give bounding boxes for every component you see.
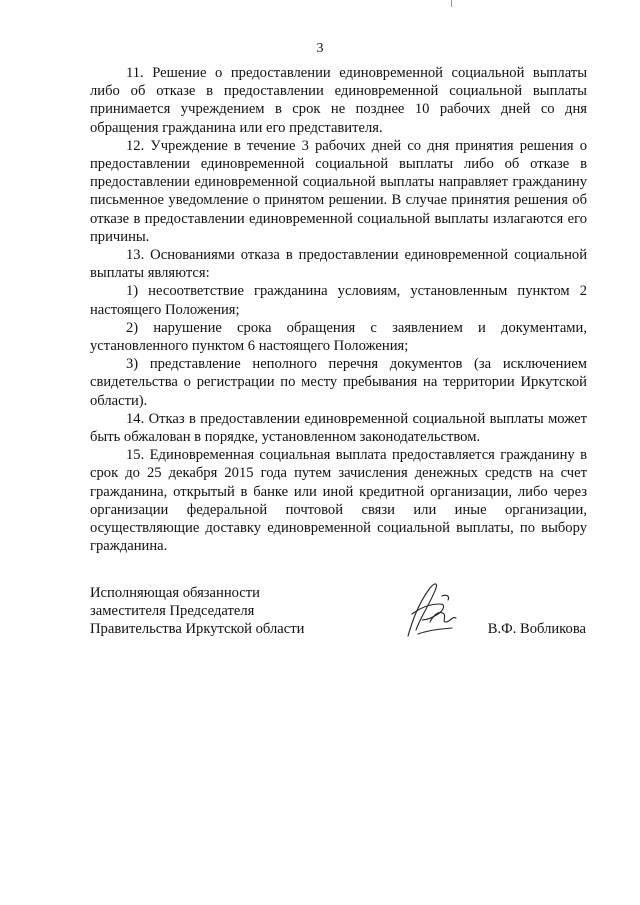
signature-block <box>90 584 590 654</box>
paragraph-14: 14. Отказ в предоставлении единовременной социальной выплаты может быть обжалован в порядке, установленном законодательством. <box>90 410 587 446</box>
paragraph-13-item-2: 2) нарушение срока обращения с заявлением и документами, установленного пунктом 6 настоящего Положения; <box>90 319 587 355</box>
signatory-title-line: Правительства Иркутской области <box>90 621 305 638</box>
signatory-title-line: Исполняющая обязанности <box>90 585 260 601</box>
signatory-name: В.Ф. Вобликова <box>487 621 586 637</box>
paragraph-12: 12. Учреждение в течение 3 рабочих дней со дня принятия решения о предоставлении единовременной социальной выплаты либо об отказе в предоставлении единовременной социальной выплаты направляет гражданину письменное уведомление о принятом решении. В случае принятия решения об отказе в предоставлении единовременной социальной выплаты излагаются его причины. <box>90 137 587 245</box>
signatory-title <box>90 584 304 639</box>
paragraph-13-item-3: 3) представление неполного перечня документов (за исключением свидетельства о регистрации по месту пребывания на территории Иркутской области). <box>90 356 587 409</box>
paragraph-13: 13. Основаниями отказа в предоставлении единовременной социальной выплаты являются: <box>90 247 587 282</box>
page-number: 3 <box>316 41 324 56</box>
scan-edge-mark <box>451 0 452 7</box>
handwritten-signature <box>390 574 470 644</box>
document-body <box>90 64 587 555</box>
paragraph-15: 15. Единовременная социальная выплата предоставляется гражданину в срок до 25 декабря 2015 года путем зачисления денежных средств на счет гражданина, открытый в банке или иной кредитной организации, либо через организации федеральной почтовой связи или иные организации, осуществляющие доставку единовременной социальной выплаты, по выбору гражданина. <box>90 447 587 555</box>
paragraph-13-item-1: 1) несоответствие гражданина условиям, установленным пунктом 2 настоящего Положения; <box>90 283 587 318</box>
paragraph-11: 11. Решение о предоставлении единовременной социальной выплаты либо об отказе в предоставлении единовременной социальной выплаты принимается учреждением в срок не позднее 10 рабочих дней со дня обращения гражданина или его представителя. <box>90 65 587 136</box>
signatory-title-line: заместителя Председателя <box>90 603 255 620</box>
